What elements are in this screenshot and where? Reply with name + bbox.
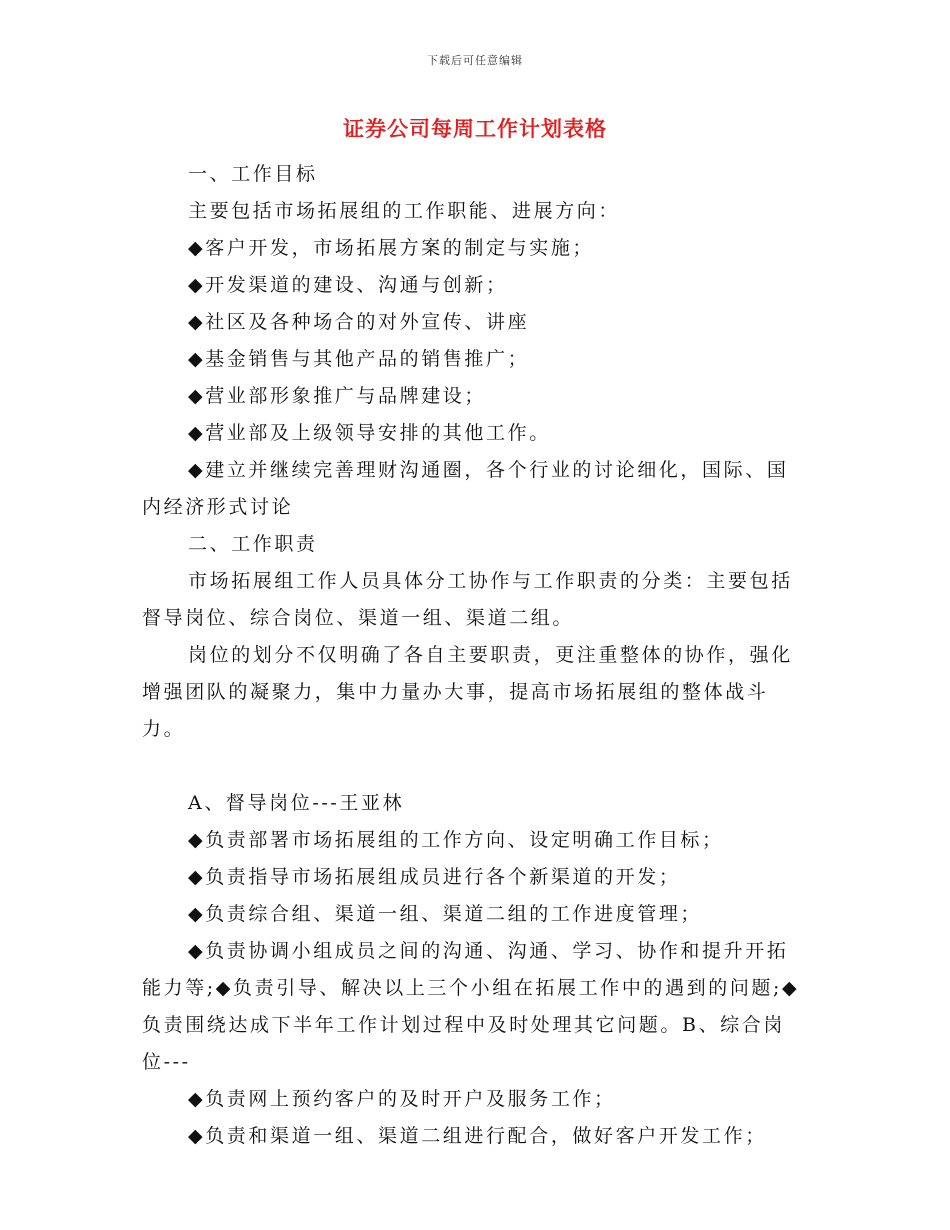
bullet-item: ◆营业部形象推广与品牌建设； xyxy=(188,385,487,407)
document-title: 证券公司每周工作计划表格 xyxy=(343,116,607,141)
paragraph: 市场拓展组工作人员具体分工协作与工作职责的分类：主要包括督导岗位、综合岗位、渠道一组、渠道二组。 xyxy=(142,570,793,629)
bullet-item: ◆负责网上预约客户的及时开户及服务工作； xyxy=(188,1088,616,1110)
paragraph: 岗位的划分不仅明确了各自主要职责，更注重整体的协作，强化增强团队的凝聚力，集中力量办大事，提高市场拓展组的整体战斗力。 xyxy=(142,644,793,740)
section-heading-goals: 一、工作目标 xyxy=(188,163,318,185)
paragraph: ◆负责协调小组成员之间的沟通、沟通、学习、协作和提升开拓能力等;◆负责引导、解决以上三个小组在拓展工作中的遇到的问题;◆负责围绕达成下半年工作计划过程中及时处理其它问题。B、综合岗位--- xyxy=(142,940,800,1073)
bullet-item: ◆开发渠道的建设、沟通与创新； xyxy=(188,274,508,296)
bullet-item: ◆负责和渠道一组、渠道二组进行配合，做好客户开发工作； xyxy=(188,1125,767,1147)
bullet-item: ◆基金销售与其他产品的销售推广； xyxy=(188,348,530,370)
bullet-item: ◆营业部及上级领导安排的其他工作。 xyxy=(188,422,551,444)
header-note: 下载后可任意编辑 xyxy=(427,54,523,67)
bullet-item: ◆负责综合组、渠道一组、渠道二组的工作进度管理； xyxy=(188,903,703,925)
bullet-item: ◆社区及各种场合的对外宣传、讲座 xyxy=(188,311,530,333)
subsection-heading-supervisor: A、督导岗位---王亚林 xyxy=(188,792,405,814)
bullet-item: ◆建立并继续完善理财沟通圈，各个行业的讨论细化，国际、国内经济形式讨论 xyxy=(142,459,789,518)
document-body xyxy=(142,156,802,1155)
blank-line xyxy=(142,748,802,785)
bullet-item: ◆客户开发，市场拓展方案的制定与实施； xyxy=(188,237,595,259)
section-heading-duties: 二、工作职责 xyxy=(188,533,318,555)
paragraph: 主要包括市场拓展组的工作职能、进展方向： xyxy=(188,200,621,222)
bullet-item: ◆负责部署市场拓展组的工作方向、设定明确工作目标； xyxy=(188,829,724,851)
bullet-item: ◆负责指导市场拓展组成员进行各个新渠道的开发； xyxy=(188,866,681,888)
